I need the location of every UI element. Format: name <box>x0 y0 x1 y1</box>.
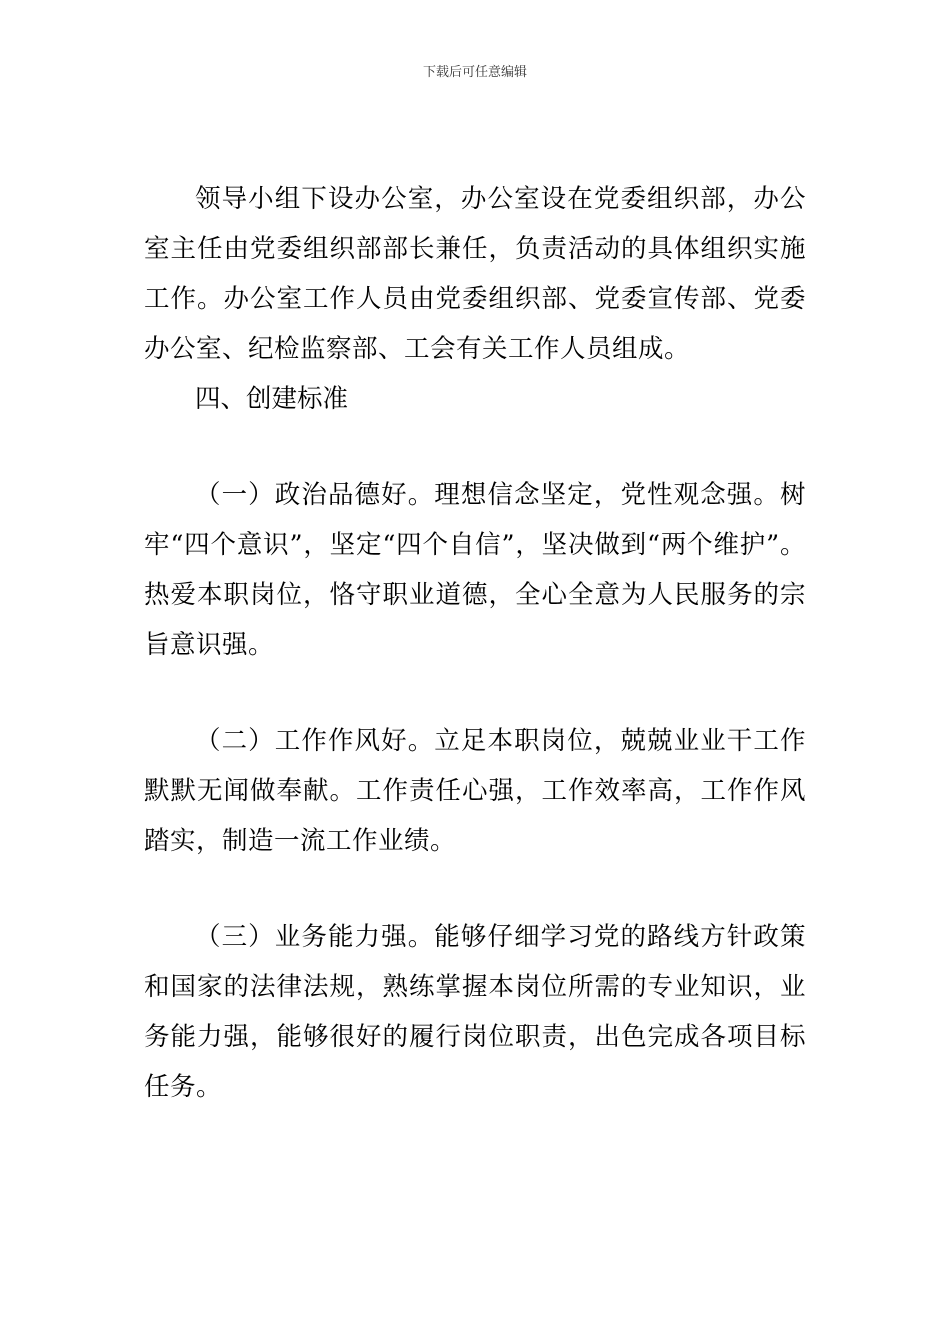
paragraph-professional-ability: （三）业务能力强。能够仔细学习党的路线方针政策和国家的法律法规，熟练掌握本岗位所需的专业知识，业务能力强，能够很好的履行岗位职责，出色完成各项目标任务。 <box>144 922 806 1102</box>
paragraph-political-integrity: （一）政治品德好。理想信念坚定，党性观念强。树牢“四个意识”，坚定“四个自信”，坚决做到“两个维护”。热爱本职岗位，恪守职业道德，全心全意为人民服务的宗旨意识强。 <box>144 480 806 660</box>
paragraph-work-style: （二）工作作风好。立足本职岗位，兢兢业业干工作默默无闻做奉献。工作责任心强，工作效率高，工作作风踏实，制造一流工作业绩。 <box>144 726 806 856</box>
page-header: 下载后可任意编辑 <box>422 65 527 80</box>
paragraph-office-setup: 领导小组下设办公室，办公室设在党委组织部，办公室主任由党委组织部部长兼任，负责活动的具体组织实施工作。办公室工作人员由党委组织部、党委宣传部、党委办公室、纪检监察部、工会有关工作人员组成。 <box>144 184 806 364</box>
document-body <box>144 174 806 1112</box>
section-heading-standards: 四、创建标准 <box>195 384 349 414</box>
